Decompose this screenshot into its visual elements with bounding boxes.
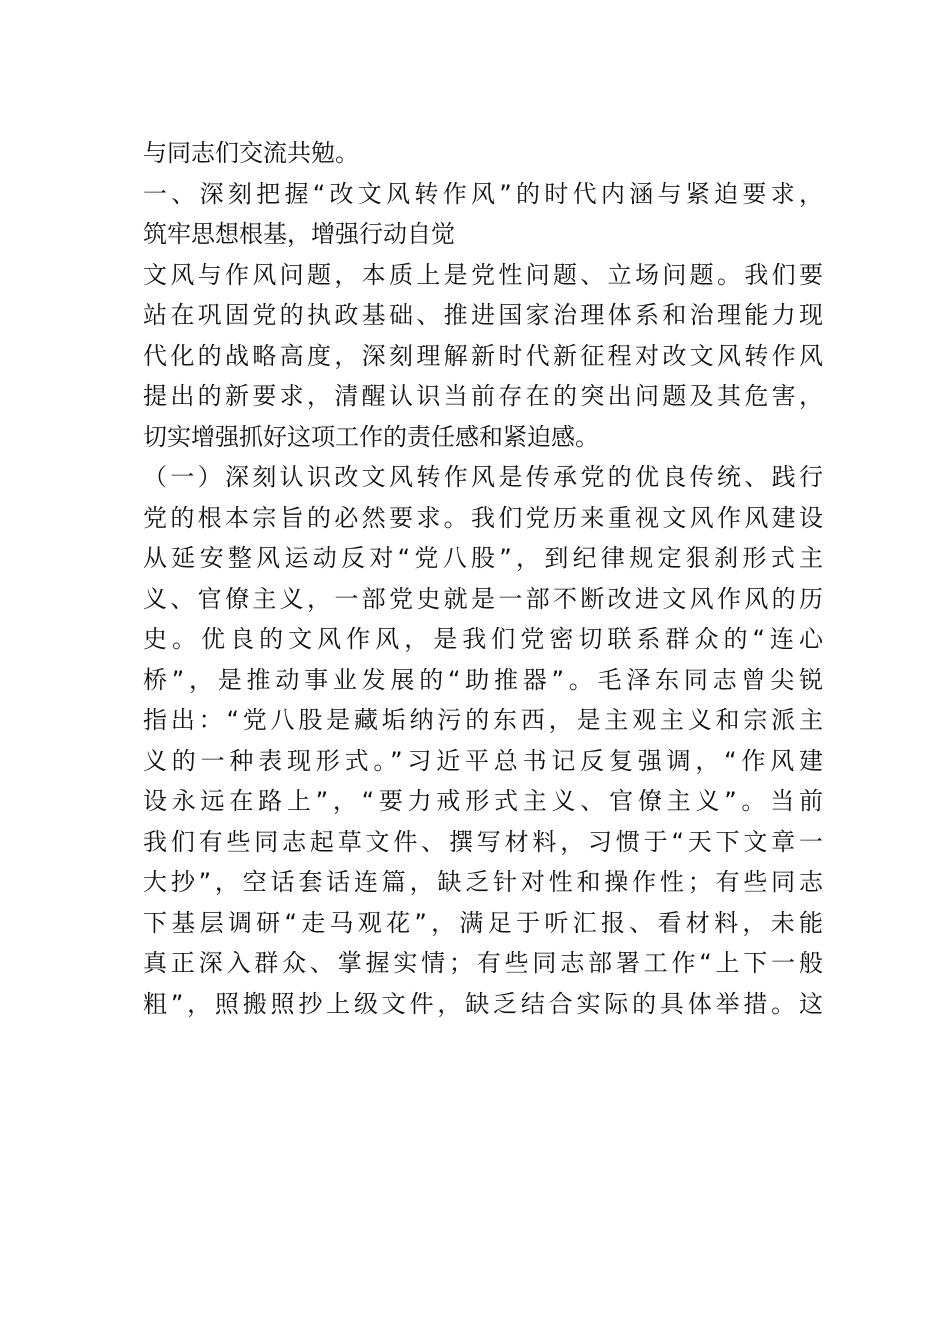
paragraph-line: 提出的新要求，清醒认识当前存在的突出问题及其危害， [143, 382, 823, 410]
paragraph-line: 党的根本宗旨的必然要求。我们党历来重视文风作风建设 [143, 503, 823, 532]
paragraph-line: 粗”，照搬照抄上级文件，缺乏结合实际的具体举措。这 [143, 989, 823, 1018]
paragraph-line: 桥”，是推动事业发展的“助推器”。毛泽东同志曾尖锐 [143, 665, 823, 694]
paragraph-2 [143, 457, 823, 1024]
paragraph-line: 从延安整风运动反对“党八股”，到纪律规定狠刹形式主 [143, 544, 823, 572]
intro-line: 与同志们交流共勉。 [143, 139, 359, 167]
heading-line: 筑牢思想根基，增强行动自觉 [143, 220, 455, 248]
paragraph-line: 指出：“党八股是藏垢纳污的东西，是主观主义和宗派主 [143, 706, 823, 734]
paragraph-line: 切实增强抓好这项工作的责任感和紧迫感。 [143, 422, 599, 451]
paragraph-1 [143, 255, 823, 458]
paragraph-line: 义、官僚主义，一部党史就是一部不断改进文风作风的历 [143, 584, 823, 613]
paragraph-line: 史。优良的文风作风，是我们党密切联系群众的“连心 [143, 625, 823, 653]
heading-line: 一、深刻把握“改文风转作风”的时代内涵与紧迫要求， [143, 179, 823, 208]
paragraph-line: 义的一种表现形式。”习近平总书记反复强调，“作风建 [143, 746, 823, 775]
paragraph-line: 真正深入群众、掌握实情；有些同志部署工作“上下一般 [143, 949, 823, 977]
paragraph-line: 下基层调研“走马观花”，满足于听汇报、看材料，未能 [143, 908, 823, 937]
document-body [143, 133, 823, 1024]
paragraph-line: 文风与作风问题，本质上是党性问题、立场问题。我们要 [143, 260, 823, 289]
paragraph-line: 我们有些同志起草文件、撰写材料，习惯于“天下文章一 [143, 827, 823, 856]
paragraph-line: 设永远在路上”，“要力戒形式主义、官僚主义”。当前 [143, 787, 823, 815]
paragraph-line: 代化的战略高度，深刻理解新时代新征程对改文风转作风 [143, 341, 823, 370]
paragraph-line: 大抄”，空话套话连篇，缺乏针对性和操作性；有些同志 [143, 868, 823, 896]
paragraph-line: （一）深刻认识改文风转作风是传承党的优良传统、践行 [143, 463, 823, 491]
section-heading [143, 174, 823, 255]
paragraph-line: 站在巩固党的执政基础、推进国家治理体系和治理能力现 [143, 301, 823, 329]
